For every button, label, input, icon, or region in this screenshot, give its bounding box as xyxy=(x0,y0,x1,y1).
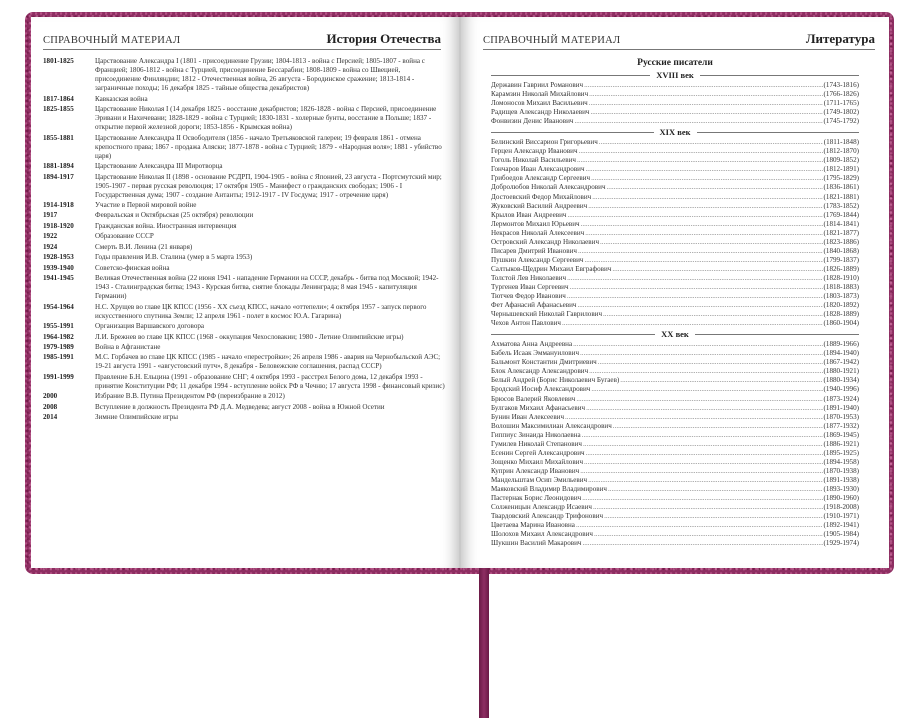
history-row xyxy=(43,322,445,331)
writer-name: Гумилев Николай Степанович xyxy=(491,439,582,448)
history-row xyxy=(43,353,445,371)
writer-dates: (1891-1938) xyxy=(823,475,859,484)
writer-dates: (1820-1892) xyxy=(823,301,859,310)
history-year: 1918-1920 xyxy=(43,221,74,230)
writer-dates: (1929-1974) xyxy=(823,539,859,548)
dot-leader xyxy=(573,340,822,349)
heading-rule xyxy=(491,132,654,133)
history-row xyxy=(43,211,445,220)
dot-leader xyxy=(593,503,823,512)
history-row xyxy=(43,373,445,391)
writer-row xyxy=(491,476,859,485)
dot-leader xyxy=(607,183,823,192)
writer-row xyxy=(491,165,859,174)
writer-dates: (1889-1966) xyxy=(823,340,859,349)
writer-dates: (1870-1953) xyxy=(823,412,859,421)
writer-dates: (1873-1924) xyxy=(823,394,859,403)
writer-name: Белинский Виссарион Григорьевич xyxy=(491,138,598,147)
dot-leader xyxy=(586,449,823,458)
history-row xyxy=(43,392,445,401)
writer-name: Толстой Лев Николаевич xyxy=(491,273,567,282)
dot-leader xyxy=(580,467,822,476)
writer-dates: (1812-1891) xyxy=(823,165,859,174)
dot-leader xyxy=(590,108,822,117)
writer-dates: (1812-1870) xyxy=(823,147,859,156)
writer-dates: (1803-1873) xyxy=(823,292,859,301)
history-year: 1801-1825 xyxy=(43,57,74,65)
history-row xyxy=(43,222,445,231)
writer-dates: (1893-1930) xyxy=(823,484,859,493)
writer-row xyxy=(491,301,859,310)
writer-name: Маяковский Владимир Владимирович xyxy=(491,484,607,493)
writer-row xyxy=(491,283,859,292)
writer-row xyxy=(491,367,859,376)
history-list xyxy=(43,57,445,422)
writer-dates: (1818-1883) xyxy=(823,282,859,291)
history-event: Великая Отечественная война (22 июня 1941 - нападение Германии на СССР, декабрь - битва под Москвой; 1942-1943 - Сталинградская битва; 1943 - Курская битва, снятие блокады Ленинграда; 8 мая 1945 - капитуляция Германии) xyxy=(95,274,439,301)
writer-row xyxy=(491,449,859,458)
dot-leader xyxy=(582,494,822,503)
writer-row xyxy=(491,467,859,476)
writer-dates: (1743-1816) xyxy=(823,81,859,89)
writer-row xyxy=(491,147,859,156)
dot-leader xyxy=(592,193,822,202)
history-row xyxy=(43,232,445,241)
writer-name: Есенин Сергей Александрович xyxy=(491,448,585,457)
dot-leader xyxy=(565,413,823,422)
right-page xyxy=(461,17,889,568)
writer-name: Волошин Максимилиан Александрович xyxy=(491,421,612,430)
writer-row xyxy=(491,211,859,220)
bookmark-ribbon xyxy=(479,560,489,718)
writer-row xyxy=(491,265,859,274)
century-title: XVIII век xyxy=(656,70,694,80)
writer-name: Крылов Иван Андреевич xyxy=(491,210,567,219)
writer-name: Грибоедов Александр Сергеевич xyxy=(491,174,591,183)
writer-dates: (1877-1932) xyxy=(823,421,859,430)
writer-row xyxy=(491,183,859,192)
dot-leader xyxy=(598,358,823,367)
writer-dates: (1940-1996) xyxy=(823,385,859,394)
history-event: Кавказская война xyxy=(95,94,148,103)
history-row xyxy=(43,403,445,412)
dot-leader xyxy=(620,376,822,385)
writer-row xyxy=(491,99,859,108)
writer-dates: (1749-1802) xyxy=(823,108,859,117)
writer-name: Белый Андрей (Борис Николаевич Бугаев) xyxy=(491,376,620,385)
writer-name: Фонвизин Денис Иванович xyxy=(491,117,574,126)
writer-name: Достоевский Федор Михайлович xyxy=(491,192,592,201)
history-event: Гражданская война. Иностранная интервенция xyxy=(95,221,237,230)
dot-leader xyxy=(599,138,823,147)
history-year: 2008 xyxy=(43,402,58,411)
history-year: 1855-1881 xyxy=(43,133,74,142)
writer-name: Брюсов Валерий Яковлевич xyxy=(491,394,576,403)
writer-name: Герцен Александр Иванович xyxy=(491,147,578,156)
history-row xyxy=(43,264,445,273)
dot-leader xyxy=(589,367,822,376)
writer-row xyxy=(491,292,859,301)
history-row xyxy=(43,105,445,132)
writer-name: Ахматова Анна Андреевна xyxy=(491,340,573,349)
writer-row xyxy=(491,458,859,467)
history-event: Избрание В.В. Путина Президентом РФ (переизбрание в 2012) xyxy=(95,392,285,401)
history-event: М.С. Горбачев во главе ЦК КПСС (1985 - начало «перестройки»; 26 апреля 1986 - авария на Чернобыльской АЭС; 19-21 августа 1991 - «августовский путч», 8 декабря - Беловежские соглашения, распад СССР) xyxy=(95,353,441,371)
dot-leader xyxy=(584,458,823,467)
writer-dates: (1836-1861) xyxy=(823,183,859,192)
history-row xyxy=(43,95,445,104)
writer-name: Булгаков Михаил Афанасьевич xyxy=(491,403,586,412)
heading-rule xyxy=(695,334,859,335)
writers-list xyxy=(491,57,859,548)
dot-leader xyxy=(584,81,822,90)
dot-leader xyxy=(583,440,823,449)
writer-row xyxy=(491,349,859,358)
history-year: 1817-1864 xyxy=(43,94,74,103)
century-heading xyxy=(491,70,859,80)
century-title: XIX век xyxy=(659,127,691,138)
writer-row xyxy=(491,156,859,165)
dot-leader xyxy=(586,165,823,174)
writer-dates: (1918-2008) xyxy=(823,503,859,512)
writer-name: Мандельштам Осип Эмильевич xyxy=(491,475,588,484)
writer-row xyxy=(491,431,859,440)
dot-leader xyxy=(576,521,823,530)
writer-dates: (1799-1837) xyxy=(823,255,859,264)
writer-name: Бродский Иосиф Александрович xyxy=(491,385,591,394)
writer-name: Цветаева Марина Ивановна xyxy=(491,521,575,530)
heading-rule xyxy=(491,75,650,76)
dot-leader xyxy=(581,220,823,229)
writer-name: Пастернак Борис Леонидович xyxy=(491,494,582,503)
dot-leader xyxy=(582,539,822,548)
dot-leader xyxy=(579,147,823,156)
history-year: 1917 xyxy=(43,211,58,220)
history-year: 1955-1991 xyxy=(43,322,74,331)
history-year: 1928-1953 xyxy=(43,253,74,262)
writer-row xyxy=(491,530,859,539)
history-year: 2014 xyxy=(43,413,58,422)
writer-name: Гоголь Николай Васильевич xyxy=(491,156,576,165)
history-row xyxy=(43,134,445,161)
history-year: 1939-1940 xyxy=(43,263,74,272)
writer-row xyxy=(491,220,859,229)
writer-row xyxy=(491,229,859,238)
writer-name: Бальмонт Константин Дмитриевич xyxy=(491,358,597,367)
writer-name: Бабель Исаак Эммануилович xyxy=(491,349,580,358)
writer-row xyxy=(491,138,859,147)
history-row xyxy=(43,274,445,301)
writer-row xyxy=(491,358,859,367)
history-event: Зимние Олимпийские игры xyxy=(95,413,179,422)
writer-row xyxy=(491,440,859,449)
writer-row xyxy=(491,108,859,117)
dot-leader xyxy=(594,530,823,539)
writer-row xyxy=(491,340,859,349)
writer-dates: (1892-1941) xyxy=(823,521,859,530)
dot-leader xyxy=(600,238,823,247)
history-row xyxy=(43,253,445,262)
history-event: Царствование Александра III Миротворца xyxy=(95,162,223,171)
writer-name: Пушкин Александр Сергеевич xyxy=(491,255,584,264)
writer-name: Чернышевский Николай Гаврилович xyxy=(491,310,603,319)
heading-rule xyxy=(697,132,860,133)
writer-dates: (1814-1841) xyxy=(823,219,859,228)
history-event: Война в Афганистане xyxy=(95,343,161,351)
dot-leader xyxy=(585,229,822,238)
history-year: 1954-1964 xyxy=(43,302,74,311)
writer-dates: (1869-1945) xyxy=(823,430,859,439)
writer-row xyxy=(491,202,859,211)
writer-row xyxy=(491,90,859,99)
history-year: 1941-1945 xyxy=(43,274,74,283)
writer-name: Державин Гавриил Романович xyxy=(491,81,584,89)
dot-leader xyxy=(567,292,823,301)
writers-main-title: Русские писатели xyxy=(637,58,713,68)
writer-dates: (1811-1848) xyxy=(823,138,859,147)
writer-name: Солженицын Александр Исаевич xyxy=(491,503,592,512)
writer-row xyxy=(491,485,859,494)
writer-row xyxy=(491,117,859,126)
writer-name: Тютчев Федор Иванович xyxy=(491,292,566,301)
writer-name: Карамзин Николай Михайлович xyxy=(491,90,589,99)
writer-dates: (1821-1877) xyxy=(823,228,859,237)
history-event: Царствование Александра I (1801 - присоединение Грузии; 1804-1813 - война с Персией; 1805-1807 - война с Францией; 1806-1812 - война с Турцией, присоединение Бессарабии; 1808-1809 - война со Швецией, присоединение Финляндии; 1812 - Отечественная война, 26 августа - Бородинское сражение; 1813-1814 - заграничные походы; 16 декабря 1825 - тайные общества декабристов) xyxy=(95,57,425,93)
writer-row xyxy=(491,521,859,530)
writer-row xyxy=(491,413,859,422)
writer-dates: (1910-1971) xyxy=(823,512,859,521)
writer-dates: (1840-1868) xyxy=(823,246,859,255)
writer-row xyxy=(491,81,859,90)
writer-dates: (1891-1940) xyxy=(823,403,859,412)
writer-row xyxy=(491,422,859,431)
history-row xyxy=(43,343,445,352)
dot-leader xyxy=(603,310,823,319)
dot-leader xyxy=(588,476,822,485)
history-year: 1985-1991 xyxy=(43,353,74,362)
dot-leader xyxy=(604,512,822,521)
writer-dates: (1905-1984) xyxy=(823,530,859,539)
history-event: Образование СССР xyxy=(95,232,154,241)
dot-leader xyxy=(612,265,822,274)
history-event: Советско-финская война xyxy=(95,263,170,272)
dot-leader xyxy=(586,404,822,413)
writer-dates: (1870-1938) xyxy=(823,466,859,475)
writer-row xyxy=(491,512,859,521)
history-year: 1922 xyxy=(43,232,58,241)
history-row xyxy=(43,201,445,210)
writer-row xyxy=(491,404,859,413)
left-header-label: СПРАВОЧНЫЙ МАТЕРИАЛ xyxy=(43,35,181,46)
dot-leader xyxy=(613,422,823,431)
dot-leader xyxy=(589,90,822,99)
writer-name: Лермонтов Михаил Юрьевич xyxy=(491,219,580,228)
history-year: 1894-1917 xyxy=(43,172,74,181)
history-event: Февральская и Октябрьская (25 октября) революции xyxy=(95,211,254,220)
writer-dates: (1890-1960) xyxy=(823,494,859,503)
writer-name: Некрасов Николай Алексеевич xyxy=(491,228,585,237)
dot-leader xyxy=(591,174,822,183)
writer-row xyxy=(491,494,859,503)
history-year: 1924 xyxy=(43,242,58,251)
history-event: Царствование Николая I (14 декабря 1825 - восстание декабристов; 1826-1828 - война с Персией, присоединение Эривани и Нахичевани; 1828-1829 - война с Турцией; 1830-1831 - холерные бунты, восстание в Польше; 1837 - открытие первой железной дороги; 1853-1856 - Крымская война) xyxy=(95,105,437,132)
history-event: Участие в Первой мировой войне xyxy=(95,201,197,210)
writer-dates: (1795-1829) xyxy=(823,174,859,183)
writer-row xyxy=(491,247,859,256)
history-year: 2000 xyxy=(43,392,58,401)
heading-rule xyxy=(700,75,859,76)
writer-name: Чехов Антон Павлович xyxy=(491,319,561,328)
writer-name: Салтыков-Щедрин Михаил Евграфович xyxy=(491,264,612,273)
dot-leader xyxy=(580,349,823,358)
writer-name: Тургенев Иван Сергеевич xyxy=(491,282,569,291)
writer-dates: (1894-1958) xyxy=(823,457,859,466)
history-row xyxy=(43,303,445,321)
writer-dates: (1711-1765) xyxy=(823,99,859,108)
history-event: Организация Варшавского договора xyxy=(95,322,205,331)
writer-name: Блок Александр Александрович xyxy=(491,367,589,376)
dot-leader xyxy=(589,99,823,108)
writer-name: Твардовский Александр Трифонович xyxy=(491,512,604,521)
dot-leader xyxy=(574,117,822,126)
history-event: Царствование Александра II Освободителя (1856 - начало Третьяковской галереи; 19 февраля 1861 - отмена крепостного права; 1867 - продажа Аляски; 1877-1878 - война с Турцией; 1879 - «Народная воля»; 1881 - убийство царя) xyxy=(95,133,442,160)
history-row xyxy=(43,243,445,252)
writer-row xyxy=(491,503,859,512)
history-year: 1991-1999 xyxy=(43,372,74,381)
history-event: Л.И. Брежнев во главе ЦК КПСС (1968 - оккупация Чехословакии; 1980 - Летние Олимпийские игры) xyxy=(95,332,404,341)
writer-dates: (1821-1881) xyxy=(823,192,859,201)
writer-dates: (1823-1886) xyxy=(823,237,859,246)
right-header-title: Литература xyxy=(805,31,875,46)
history-event: Правление Б.Н. Ельцина (1991 - образование СНГ; 4 октября 1993 - расстрел Белого дома, 12 декабря 1993 - принятие Конституции РФ; 11 декабря 1994 - вступление войск РФ в Чечню; 17 августа 1998 - финансовый кризис) xyxy=(95,372,445,390)
writer-row xyxy=(491,385,859,394)
writer-dates: (1860-1904) xyxy=(823,319,859,328)
writer-name: Радищев Александр Николаевич xyxy=(491,108,590,117)
dot-leader xyxy=(591,385,822,394)
dot-leader xyxy=(584,256,822,265)
writer-name: Зощенко Михаил Михайлович xyxy=(491,457,584,466)
writer-dates: (1745-1792) xyxy=(823,117,859,126)
history-row xyxy=(43,57,445,93)
writer-dates: (1880-1934) xyxy=(823,376,859,385)
writer-row xyxy=(491,539,859,548)
right-page-header xyxy=(483,27,875,50)
writer-dates: (1828-1889) xyxy=(823,310,859,319)
writer-name: Бунин Иван Алексеевич xyxy=(491,412,565,421)
writer-dates: (1769-1844) xyxy=(823,210,859,219)
dot-leader xyxy=(570,283,823,292)
history-year: 1825-1855 xyxy=(43,105,74,114)
history-event: Вступление в должность Президента РФ Д.А. Медведева; август 2008 - война в Южной Осетии xyxy=(95,402,385,411)
dot-leader xyxy=(562,319,823,328)
writer-name: Островский Александр Николаевич xyxy=(491,237,600,246)
writer-row xyxy=(491,193,859,202)
writer-row xyxy=(491,274,859,283)
history-event: Царствование Николая II (1898 - основание РСДРП, 1904-1905 - война с Японией, 23 августа - Портсмутский мир; 1905-1907 - первая русская революция; 17 октября 1905 - Манифест о гражданских свободах; 1906 - I Государственная дума; 1907 - создание Антанты; 1912-1917 - IV Госдума; 1917 - отречение царя) xyxy=(95,172,442,199)
writer-name: Гиппиус Зинаида Николаевна xyxy=(491,430,581,439)
heading-rule xyxy=(491,334,655,335)
writer-row xyxy=(491,238,859,247)
writer-name: Ломоносов Михаил Васильевич xyxy=(491,99,588,108)
writer-row xyxy=(491,310,859,319)
dot-leader xyxy=(588,202,822,211)
century-heading xyxy=(491,329,859,339)
dot-leader xyxy=(608,485,823,494)
writer-row xyxy=(491,319,859,328)
writer-dates: (1895-1925) xyxy=(823,448,859,457)
dot-leader xyxy=(577,301,822,310)
history-row xyxy=(43,173,445,200)
history-row xyxy=(43,162,445,171)
history-row xyxy=(43,413,445,422)
writer-name: Жуковский Василий Андреевич xyxy=(491,201,588,210)
history-event: Н.С. Хрущев во главе ЦК КПСС (1956 - XX съезд КПСС, начало «оттепели»; 4 октября 1957 - запуск первого искусственного спутника Земли; 12 апреля 1961 - полет в космос Ю.А. Гагарина) xyxy=(95,302,427,320)
writer-dates: (1828-1910) xyxy=(823,273,859,282)
writer-name: Шолохов Михаил Александрович xyxy=(491,530,593,539)
right-header-label: СПРАВОЧНЫЙ МАТЕРИАЛ xyxy=(483,35,621,46)
writer-dates: (1880-1921) xyxy=(823,367,859,376)
dot-leader xyxy=(576,395,822,404)
writer-name: Шукшин Василий Макарович xyxy=(491,539,582,548)
writer-row xyxy=(491,376,859,385)
writer-row xyxy=(491,174,859,183)
writer-name: Куприн Александр Иванович xyxy=(491,466,580,475)
dot-leader xyxy=(578,247,823,256)
history-event: Смерть В.И. Ленина (21 января) xyxy=(95,242,193,251)
history-year: 1964-1982 xyxy=(43,332,74,341)
writer-name: Добролюбов Николай Александрович xyxy=(491,183,606,192)
history-year: 1881-1894 xyxy=(43,162,74,171)
writer-dates: (1766-1826) xyxy=(823,90,859,99)
history-year: 1979-1989 xyxy=(43,343,74,351)
left-page xyxy=(31,17,459,568)
history-year: 1914-1918 xyxy=(43,201,74,210)
history-row xyxy=(43,333,445,342)
dot-leader xyxy=(577,156,823,165)
writer-row xyxy=(491,256,859,265)
dot-leader xyxy=(567,211,822,220)
writer-row xyxy=(491,395,859,404)
writer-name: Гончаров Иван Александрович xyxy=(491,165,585,174)
dot-leader xyxy=(567,274,822,283)
writer-dates: (1783-1852) xyxy=(823,201,859,210)
history-event: Годы правления И.В. Сталина (умер в 5 марта 1953) xyxy=(95,253,253,262)
writer-name: Фет Афанасий Афанасьевич xyxy=(491,301,577,310)
left-header-title: История Отечества xyxy=(326,31,441,46)
dot-leader xyxy=(582,431,823,440)
writer-dates: (1809-1852) xyxy=(823,156,859,165)
writer-dates: (1826-1889) xyxy=(823,264,859,273)
century-heading xyxy=(491,127,859,137)
writer-dates: (1886-1921) xyxy=(823,439,859,448)
writer-name: Писарев Дмитрий Иванович xyxy=(491,246,577,255)
left-page-header xyxy=(43,27,441,50)
century-title: XX век xyxy=(661,329,689,340)
writer-dates: (1867-1942) xyxy=(823,358,859,367)
writer-dates: (1894-1940) xyxy=(823,349,859,358)
